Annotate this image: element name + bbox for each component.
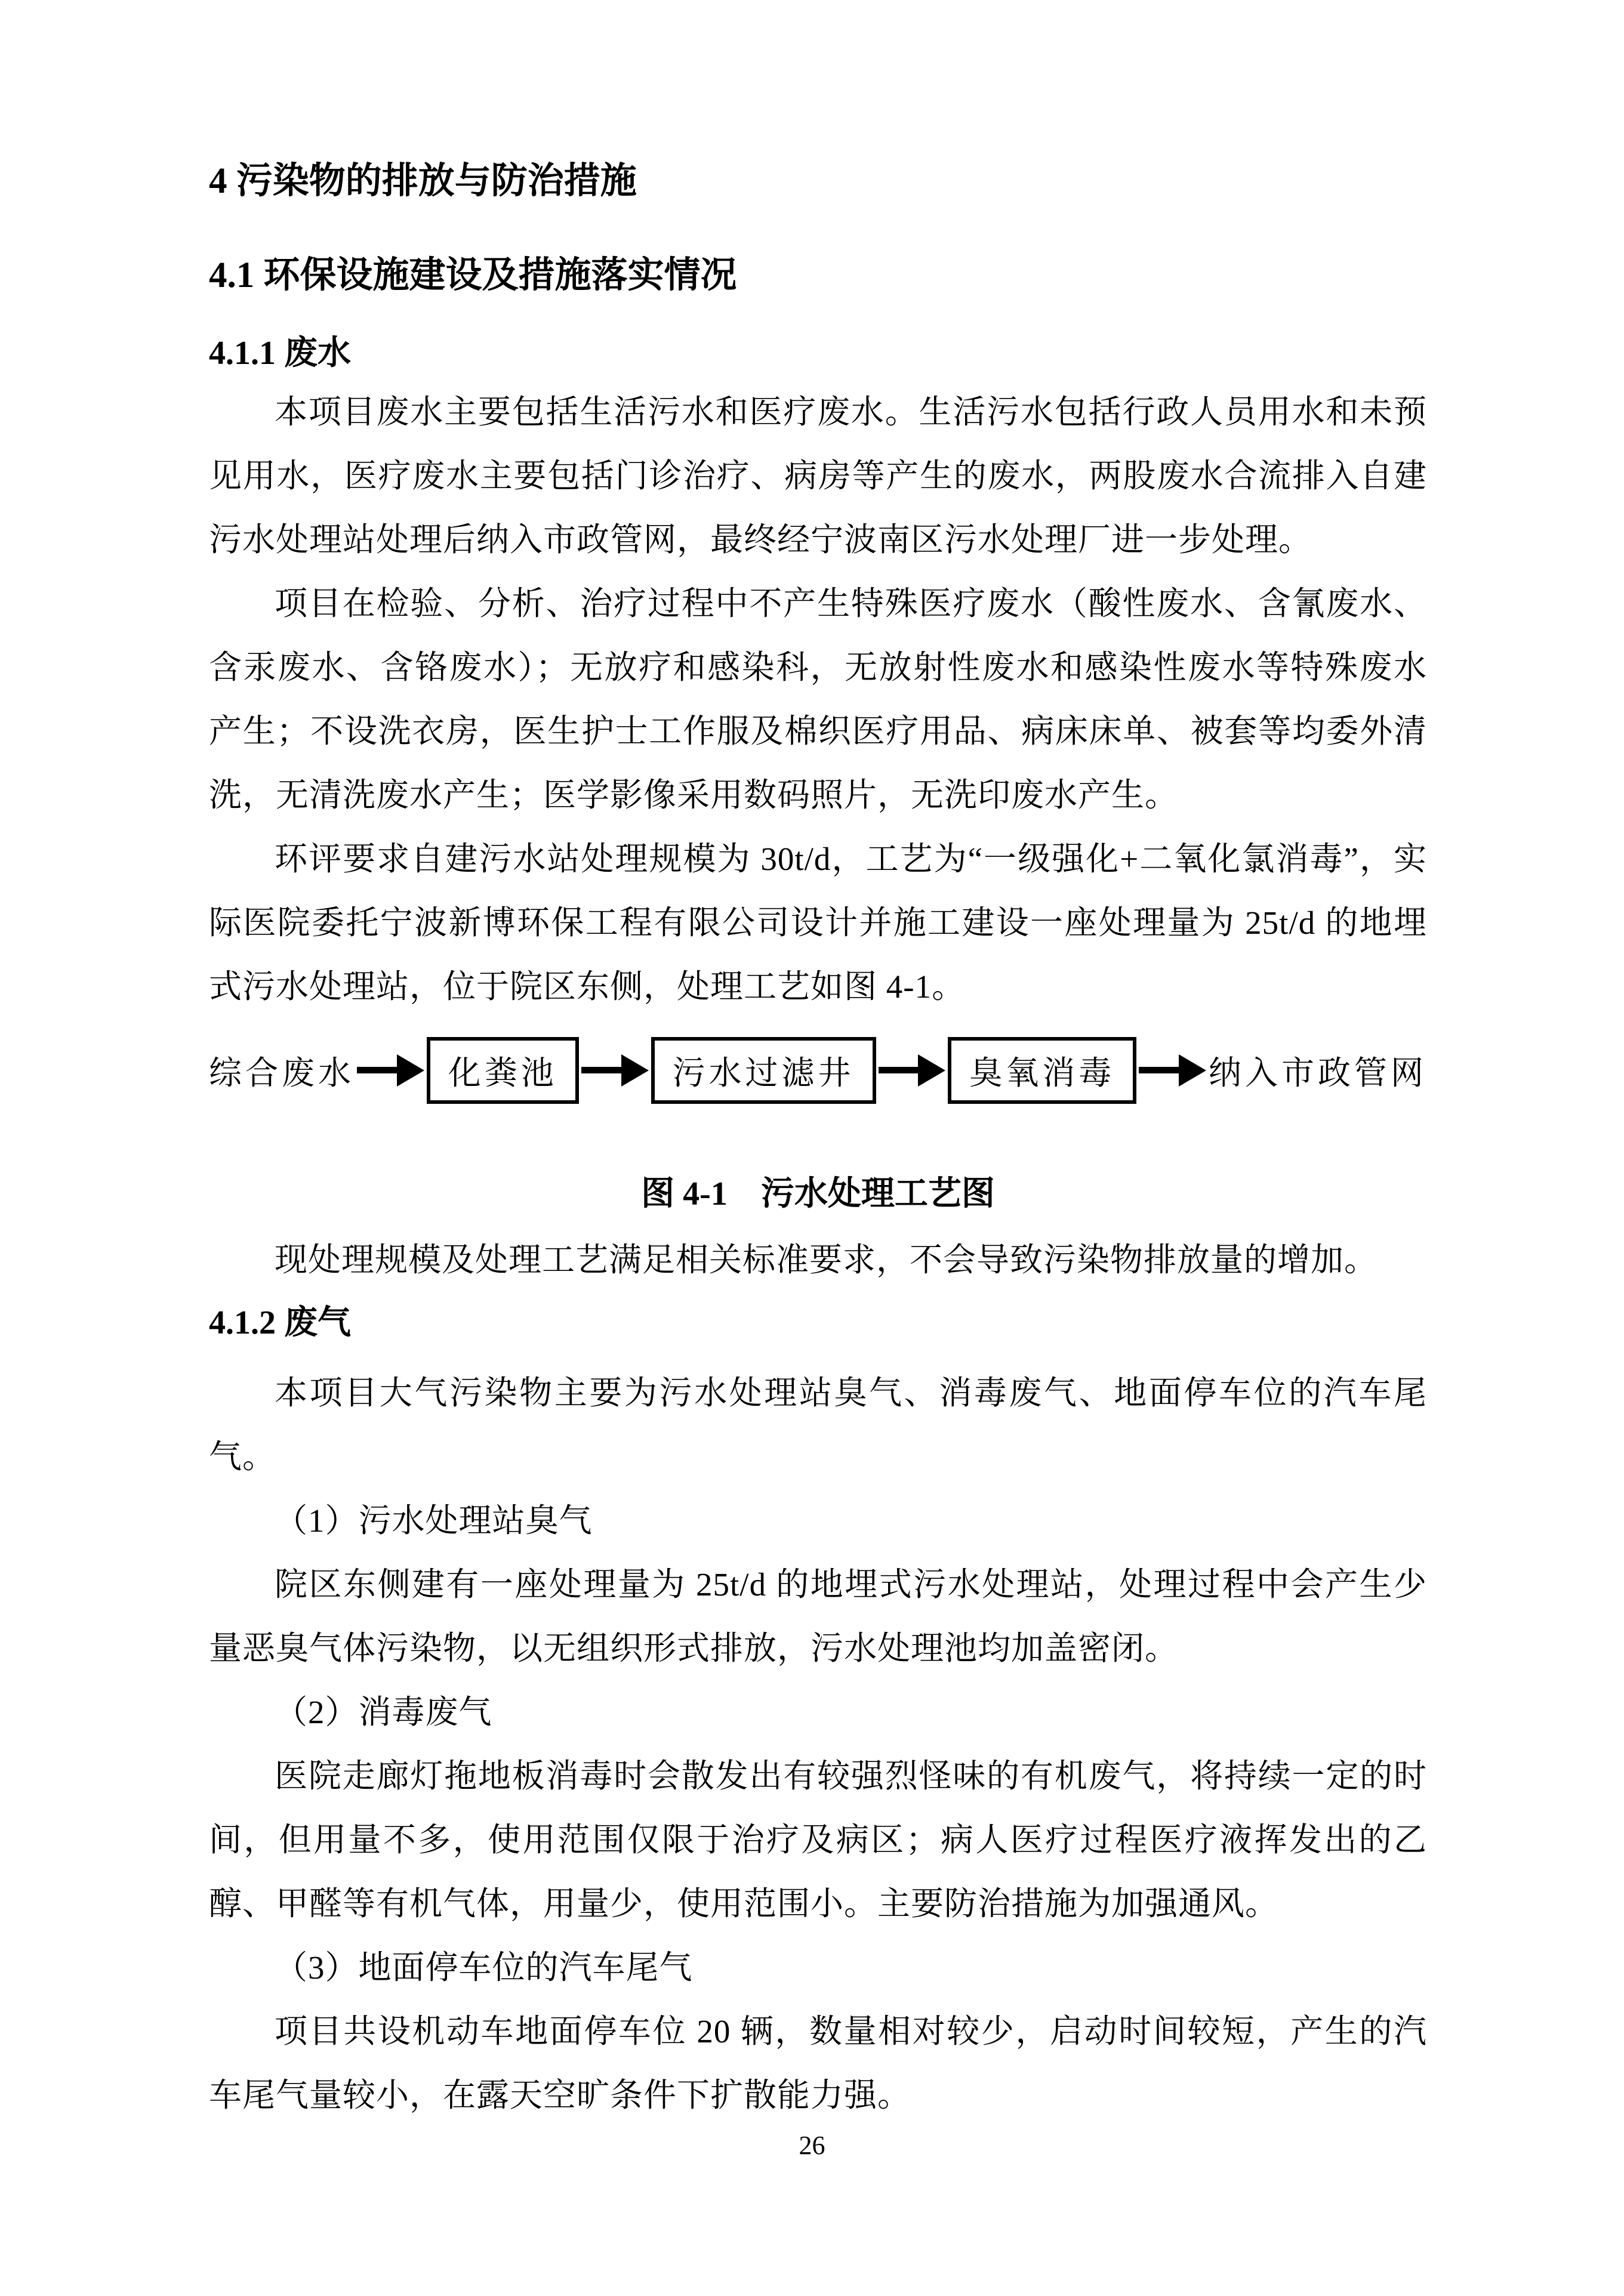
paragraph-treatment-conclusion: 现处理规模及处理工艺满足相关标准要求，不会导致污染物排放量的增加。: [275, 1241, 1378, 1278]
paragraph-vehicle-exhaust-detail: 项目共设机动车地面停车位 20 辆，数量相对较少，启动时间较短，产生的汽车尾气量较小，在露天空旷条件下扩散能力强。: [209, 2013, 1427, 2114]
subitem-2-disinfection-title: （2）消毒废气: [275, 1694, 492, 1731]
paragraph-odor-detail: 院区东侧建有一座处理量为 25t/d 的地埋式污水处理站，处理过程中会产生少量恶臭气体污染物，以无组织形式排放，污水处理池均加盖密闭。: [209, 1566, 1427, 1667]
flow-sink-label: 纳入市政管网: [1209, 1055, 1428, 1092]
subitem-3-vehicle-exhaust-title: （3）地面停车位的汽车尾气: [275, 1949, 693, 1986]
flow-source-label: 综合废水: [209, 1055, 355, 1092]
page-number: 26: [799, 2131, 825, 2160]
flow-step-box-septic-tank: 化粪池: [427, 1037, 579, 1104]
section-heading-4-1-1: 4.1.1 废水: [209, 334, 351, 372]
figure-caption: 图 4-1 污水处理工艺图: [641, 1175, 995, 1212]
process-flow-diagram: [209, 1036, 1427, 1104]
flow-step-box-ozone-disinfection: 臭氧消毒: [948, 1037, 1136, 1104]
flow-arrow-icon: [879, 1054, 946, 1087]
section-heading-4: 4 污染物的排放与防治措施: [209, 161, 637, 201]
paragraph-disinfection-detail: 医院走廊灯拖地板消毒时会散发出有较强烈怪味的有机废气，将持续一定的时间，但用量不多，使用范围仅限于治疗及病区；病人医疗过程医疗液挥发出的乙醇、甲醛等有机气体，用量少，使用范围小。主要防治措施为加强通风。: [209, 1758, 1427, 1922]
paragraph-no-special-wastewater: 项目在检验、分析、治疗过程中不产生特殊医疗废水（酸性废水、含氰废水、含汞废水、含铬废水）；无放疗和感染科，无放射性废水和感染性废水等特殊废水产生；不设洗衣房，医生护士工作服及棉织医疗用品、病床床单、被套等均委外清洗，无清洗废水产生；医学影像采用数码照片，无洗印废水产生。: [209, 585, 1427, 813]
paragraph-wastewater-overview: 本项目废水主要包括生活污水和医疗废水。生活污水包括行政人员用水和未预见用水，医疗废水主要包括门诊治疗、病房等产生的废水，两股废水合流排入自建污水处理站处理后纳入市政管网，最终经宁波南区污水处理厂进一步处理。: [209, 393, 1427, 558]
subitem-1-odor-title: （1）污水处理站臭气: [275, 1502, 593, 1539]
section-heading-4-1-2: 4.1.2 废气: [209, 1304, 351, 1341]
flow-arrow-icon: [581, 1054, 649, 1087]
paragraph-gas-overview: 本项目大气污染物主要为污水处理站臭气、消毒废气、地面停车位的汽车尾气。: [209, 1375, 1427, 1476]
flow-step-box-filter-well: 污水过滤井: [651, 1037, 876, 1104]
paragraph-treatment-station: 环评要求自建污水站处理规模为 30t/d，工艺为“一级强化+二氧化氯消毒”，实际医院委托宁波新博环保工程有限公司设计并施工建设一座处理量为 25t/d 的地埋式污水处理站，位于院区东侧，处理工艺如图 4-1。: [209, 840, 1427, 1005]
flow-arrow-icon: [1139, 1054, 1206, 1087]
section-heading-4-1: 4.1 环保设施建设及措施落实情况: [209, 255, 737, 295]
flow-arrow-icon: [357, 1054, 424, 1087]
